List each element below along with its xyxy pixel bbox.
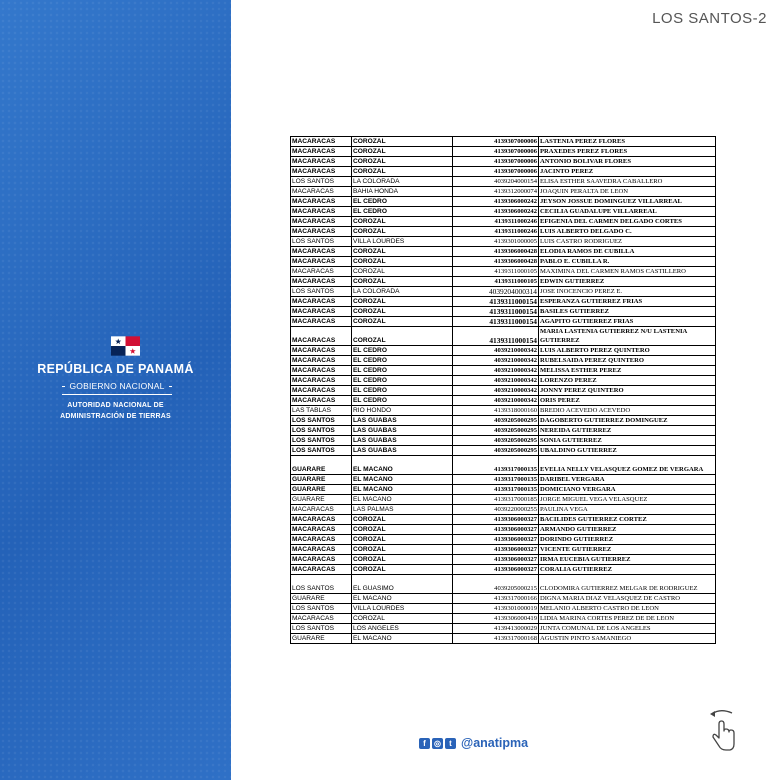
table-row [291, 565, 716, 575]
place-cell: VILLA LOURDES [352, 604, 453, 614]
district-cell: MACARACAS [291, 207, 352, 217]
district-cell: LOS SANTOS [291, 287, 352, 297]
district-cell: MACARACAS [291, 217, 352, 227]
name-cell: BACILIDES GUTIERREZ CORTEZ [539, 515, 716, 525]
place-cell: EL CEDRO [352, 376, 453, 386]
code-cell: 4139306000428 [453, 247, 539, 257]
divider [62, 394, 172, 395]
code-cell: 4139312000074 [453, 187, 539, 197]
divider [169, 386, 172, 387]
place-cell: EL MACANO [352, 594, 453, 604]
name-cell: CORALIA GUTIERREZ [539, 565, 716, 575]
district-cell: MACARACAS [291, 515, 352, 525]
district-cell: LOS SANTOS [291, 575, 352, 594]
name-cell: SONIA GUTIERREZ [539, 436, 716, 446]
name-cell: ESPERANZA GUTIERREZ FRIAS [539, 297, 716, 307]
district-cell: LOS SANTOS [291, 604, 352, 614]
district-cell: LOS SANTOS [291, 426, 352, 436]
district-cell: GUARARE [291, 594, 352, 604]
code-cell: 4139311000105 [453, 267, 539, 277]
code-cell: 4039205000215 [453, 575, 539, 594]
name-cell: DOMICIANO VERGARA [539, 485, 716, 495]
place-cell: COROZAL [352, 167, 453, 177]
place-cell: EL CEDRO [352, 366, 453, 376]
code-cell: 4139317000168 [453, 634, 539, 644]
district-cell: MACARACAS [291, 535, 352, 545]
name-cell: JONNY PEREZ QUINTERO [539, 386, 716, 396]
name-cell: LIDIA MARINA CORTES PEREZ DE DE LEON [539, 614, 716, 624]
district-cell: MACARACAS [291, 277, 352, 287]
place-cell: COROZAL [352, 157, 453, 167]
code-cell: 4139307000006 [453, 147, 539, 157]
district-cell: MACARACAS [291, 356, 352, 366]
place-cell: COROZAL [352, 277, 453, 287]
place-cell: COROZAL [352, 565, 453, 575]
code-cell: 4039210000342 [453, 346, 539, 356]
social-handle[interactable]: @anatipma [461, 736, 529, 750]
table-row [291, 327, 716, 346]
name-cell: ELISA ESTHER SAAVEDRA CABALLERO [539, 177, 716, 187]
name-cell: ANTONIO BOLIVAR FLORES [539, 157, 716, 167]
place-cell: LAS GUABAS [352, 426, 453, 436]
name-cell: MELISSA ESTHER PEREZ [539, 366, 716, 376]
district-cell: MACARACAS [291, 346, 352, 356]
code-cell: 4139306000327 [453, 565, 539, 575]
name-cell: JOSE INOCENCIO PEREZ E. [539, 287, 716, 297]
place-cell: LAS GUABAS [352, 436, 453, 446]
table-row [291, 277, 716, 287]
district-cell: MACARACAS [291, 257, 352, 267]
name-cell: EDWIN GUTIERREZ [539, 277, 716, 287]
table-row [291, 614, 716, 624]
table-row [291, 366, 716, 376]
name-cell: LASTENIA PEREZ FLORES [539, 137, 716, 147]
district-cell: LOS SANTOS [291, 416, 352, 426]
code-cell: 4139311000154 [453, 317, 539, 327]
place-cell: VILLA LOURDES [352, 237, 453, 247]
table-row [291, 177, 716, 187]
code-cell: 4139301000019 [453, 604, 539, 614]
place-cell: COROZAL [352, 327, 453, 346]
code-cell: 4039220000255 [453, 505, 539, 515]
name-cell: AGUSTIN PINTO SAMANIEGO [539, 634, 716, 644]
code-cell: 4139306000327 [453, 525, 539, 535]
name-cell: CLODOMIRA GUTIERREZ MELGAR DE RODRIGUEZ [539, 575, 716, 594]
name-cell: PABLO E. CUBILLA R. [539, 257, 716, 267]
code-cell: 4039205000295 [453, 416, 539, 426]
place-cell: EL CEDRO [352, 356, 453, 366]
code-cell: 4139306000327 [453, 535, 539, 545]
place-cell: COROZAL [352, 614, 453, 624]
table-row [291, 187, 716, 197]
table-row [291, 217, 716, 227]
place-cell: COROZAL [352, 515, 453, 525]
table-row [291, 386, 716, 396]
place-cell: EL CEDRO [352, 207, 453, 217]
district-cell: MACARACAS [291, 525, 352, 535]
code-cell: 4139317000166 [453, 594, 539, 604]
place-cell: COROZAL [352, 307, 453, 317]
place-cell: EL MACANO [352, 634, 453, 644]
name-cell: EVELIA NELLY VELASQUEZ GOMEZ DE VERGARA [539, 456, 716, 475]
place-cell: RIO HONDO [352, 406, 453, 416]
code-cell: 4139306000327 [453, 555, 539, 565]
page-label: LOS SANTOS-2 [652, 10, 767, 27]
district-cell: MACARACAS [291, 307, 352, 317]
code-cell: 4139307000006 [453, 137, 539, 147]
table-row [291, 267, 716, 277]
district-cell: MACARACAS [291, 137, 352, 147]
code-cell: 4139311000246 [453, 227, 539, 237]
table-row [291, 495, 716, 505]
place-cell: EL MACANO [352, 485, 453, 495]
table-row [291, 505, 716, 515]
name-cell: MARIA LASTENIA GUTIERREZ N/U LASTENIA GUTIERREZ [539, 327, 716, 346]
name-cell: JACINTO PEREZ [539, 167, 716, 177]
name-cell: LORENZO PEREZ [539, 376, 716, 386]
table-row [291, 525, 716, 535]
code-cell: 4139306000327 [453, 545, 539, 555]
authority-line-2: ADMINISTRACIÓN DE TIERRAS [60, 413, 171, 420]
district-cell: LOS SANTOS [291, 237, 352, 247]
table-row [291, 137, 716, 147]
sidebar-panel [0, 0, 231, 780]
code-cell: 4139311000154 [453, 307, 539, 317]
name-cell: ELODIA RAMOS DE CUBILLA [539, 247, 716, 257]
code-cell: 4039210000342 [453, 366, 539, 376]
name-cell: UBALDINO GUTIERREZ [539, 446, 716, 456]
authority-line-1: AUTORIDAD NACIONAL DE [67, 402, 164, 409]
district-cell: MACARACAS [291, 366, 352, 376]
code-cell: 4139311000154 [453, 297, 539, 307]
district-cell: MACARACAS [291, 386, 352, 396]
code-cell: 4139413000029 [453, 624, 539, 634]
code-cell: 4139318000160 [453, 406, 539, 416]
place-cell: COROZAL [352, 257, 453, 267]
table-row [291, 307, 716, 317]
district-cell: MACARACAS [291, 614, 352, 624]
country-title: REPÚBLICA DE PANAMÁ [37, 362, 194, 376]
place-cell: EL MACANO [352, 456, 453, 475]
table-row [291, 396, 716, 406]
name-cell: JORGE MIGUEL VEGA VELASQUEZ [539, 495, 716, 505]
facebook-icon[interactable]: f [419, 738, 430, 749]
name-cell: DIGNA MARIA DIAZ VELASQUEZ DE CASTRO [539, 594, 716, 604]
instagram-icon[interactable]: ◎ [432, 738, 443, 749]
district-cell: MACARACAS [291, 197, 352, 207]
table-row [291, 356, 716, 366]
code-cell: 4139311000105 [453, 277, 539, 287]
district-cell: GUARARE [291, 495, 352, 505]
code-cell: 4139317000185 [453, 495, 539, 505]
table-row [291, 157, 716, 167]
code-cell: 4139306000242 [453, 197, 539, 207]
district-cell: MACARACAS [291, 505, 352, 515]
table-row [291, 555, 716, 565]
district-cell: MACARACAS [291, 247, 352, 257]
table-row [291, 147, 716, 157]
code-cell: 4139307000006 [453, 167, 539, 177]
code-cell: 4139317000135 [453, 485, 539, 495]
name-cell: IRMA EUCEBIA GUTIERREZ [539, 555, 716, 565]
name-cell: JEYSON JOSSUE DOMINGUEZ VILLARREAL [539, 197, 716, 207]
code-cell: 4139306000242 [453, 207, 539, 217]
code-cell: 4039210000342 [453, 356, 539, 366]
code-cell: 4139317000135 [453, 475, 539, 485]
code-cell: 4139317000135 [453, 456, 539, 475]
table-body [291, 137, 716, 644]
district-cell: MACARACAS [291, 396, 352, 406]
table-row [291, 346, 716, 356]
district-cell: GUARARE [291, 456, 352, 475]
place-cell: COROZAL [352, 227, 453, 237]
place-cell: EL MACANO [352, 495, 453, 505]
table-row [291, 257, 716, 267]
code-cell: 4039204000314 [453, 287, 539, 297]
code-cell: 4139301000005 [453, 237, 539, 247]
code-cell: 4139306000428 [453, 257, 539, 267]
district-cell: LAS TABLAS [291, 406, 352, 416]
beneficiaries-table [290, 136, 716, 644]
district-cell: MACARACAS [291, 555, 352, 565]
code-cell: 4139311000154 [453, 327, 539, 346]
district-cell: MACARACAS [291, 157, 352, 167]
table-row [291, 446, 716, 456]
code-cell: 4039210000342 [453, 376, 539, 386]
place-cell: COROZAL [352, 535, 453, 545]
name-cell: JOAQUIN PERALTA DE LEON [539, 187, 716, 197]
name-cell: MAXIMINA DEL CARMEN RAMOS CASTILLERO [539, 267, 716, 277]
name-cell: MELANIO ALBERTO CASTRO DE LEON [539, 604, 716, 614]
table-row [291, 197, 716, 207]
table-row [291, 604, 716, 614]
district-cell: GUARARE [291, 485, 352, 495]
code-cell: 4139307000006 [453, 157, 539, 167]
table-row [291, 485, 716, 495]
district-cell: MACARACAS [291, 147, 352, 157]
place-cell: COROZAL [352, 525, 453, 535]
place-cell: LA COLORADA [352, 177, 453, 187]
table-row [291, 416, 716, 426]
place-cell: COROZAL [352, 317, 453, 327]
government-label: GOBIERNO NACIONAL [69, 381, 165, 391]
code-cell: 4039205000295 [453, 436, 539, 446]
name-cell: LUIS ALBERTO PEREZ QUINTERO [539, 346, 716, 356]
district-cell: GUARARE [291, 475, 352, 485]
code-cell: 4139306000327 [453, 515, 539, 525]
place-cell: BAHIA HONDA [352, 187, 453, 197]
district-cell: MACARACAS [291, 187, 352, 197]
name-cell: LUIS ALBERTO DELGADO C. [539, 227, 716, 237]
district-cell: MACARACAS [291, 565, 352, 575]
district-cell: MACARACAS [291, 227, 352, 237]
code-cell: 4139311000246 [453, 217, 539, 227]
place-cell: COROZAL [352, 217, 453, 227]
name-cell: BASILES GUTIERREZ [539, 307, 716, 317]
place-cell: COROZAL [352, 297, 453, 307]
name-cell: BREDIO ACEVEDO ACEVEDO [539, 406, 716, 416]
table-row [291, 287, 716, 297]
district-cell: GUARARE [291, 634, 352, 644]
place-cell: LAS GUABAS [352, 446, 453, 456]
district-cell: MACARACAS [291, 376, 352, 386]
name-cell: PAULINA VEGA [539, 505, 716, 515]
place-cell: COROZAL [352, 247, 453, 257]
table-row [291, 247, 716, 257]
table-row [291, 167, 716, 177]
table-row [291, 297, 716, 307]
code-cell: 4039210000342 [453, 396, 539, 406]
place-cell: EL CEDRO [352, 197, 453, 207]
twitter-icon[interactable]: t [445, 738, 456, 749]
code-cell: 4039205000295 [453, 426, 539, 436]
table-row [291, 207, 716, 217]
name-cell: DAGOBERTO GUTIERREZ DOMINGUEZ [539, 416, 716, 426]
place-cell: EL MACANO [352, 475, 453, 485]
district-cell: MACARACAS [291, 317, 352, 327]
panama-flag-icon [111, 336, 140, 356]
table-row [291, 575, 716, 594]
name-cell: DORINDO GUTIERREZ [539, 535, 716, 545]
place-cell: LAS PALMAS [352, 505, 453, 515]
name-cell: LUIS CASTRO RODRIGUEZ [539, 237, 716, 247]
table-row [291, 634, 716, 644]
district-cell: LOS SANTOS [291, 177, 352, 187]
code-cell: 4039205000295 [453, 446, 539, 456]
table-row [291, 406, 716, 416]
name-cell: ARMANDO GUTIERREZ [539, 525, 716, 535]
place-cell: LOS ANGELES [352, 624, 453, 634]
table-row [291, 594, 716, 604]
place-cell: EL CEDRO [352, 346, 453, 356]
table-row [291, 227, 716, 237]
table-row [291, 426, 716, 436]
authority-name [0, 400, 231, 422]
place-cell: COROZAL [352, 555, 453, 565]
name-cell: EFIGENIA DEL CARMEN DELGADO CORTES [539, 217, 716, 227]
name-cell: NEREIDA GUTIERREZ [539, 426, 716, 436]
table-row [291, 237, 716, 247]
district-cell: LOS SANTOS [291, 446, 352, 456]
document-table-container [290, 136, 716, 644]
place-cell: EL CEDRO [352, 396, 453, 406]
code-cell: 4139306000419 [453, 614, 539, 624]
district-cell: MACARACAS [291, 327, 352, 346]
table-row [291, 317, 716, 327]
district-cell: MACARACAS [291, 267, 352, 277]
district-cell: MACARACAS [291, 167, 352, 177]
place-cell: LA COLORADA [352, 287, 453, 297]
place-cell: COROZAL [352, 267, 453, 277]
table-row [291, 515, 716, 525]
table-row [291, 624, 716, 634]
place-cell: COROZAL [352, 137, 453, 147]
social-footer [419, 736, 528, 750]
table-row [291, 535, 716, 545]
place-cell: LAS GUABAS [352, 416, 453, 426]
district-cell: MACARACAS [291, 545, 352, 555]
name-cell: AGAPITO GUTIERREZ FRIAS [539, 317, 716, 327]
table-row [291, 456, 716, 475]
place-cell: COROZAL [352, 147, 453, 157]
code-cell: 4039204000154 [453, 177, 539, 187]
table-row [291, 436, 716, 446]
name-cell: JUNTA COMUNAL DE LOS ANGELES [539, 624, 716, 634]
district-cell: LOS SANTOS [291, 624, 352, 634]
place-cell: COROZAL [352, 545, 453, 555]
name-cell: VICENTE GUTIERREZ [539, 545, 716, 555]
table-row [291, 376, 716, 386]
district-cell: LOS SANTOS [291, 436, 352, 446]
swipe-hand-icon [706, 708, 738, 752]
name-cell: DARIBEL VERGARA [539, 475, 716, 485]
name-cell: ORIS PEREZ [539, 396, 716, 406]
table-row [291, 475, 716, 485]
place-cell: EL CEDRO [352, 386, 453, 396]
name-cell: PRAXEDES PEREZ FLORES [539, 147, 716, 157]
code-cell: 4039210000342 [453, 386, 539, 396]
district-cell: MACARACAS [291, 297, 352, 307]
government-label-row [62, 380, 172, 392]
table-row [291, 545, 716, 555]
name-cell: RUBELSAIDA PEREZ QUINTERO [539, 356, 716, 366]
place-cell: EL GUASIMO [352, 575, 453, 594]
name-cell: CECILIA GUADALUPE VILLARREAL [539, 207, 716, 217]
